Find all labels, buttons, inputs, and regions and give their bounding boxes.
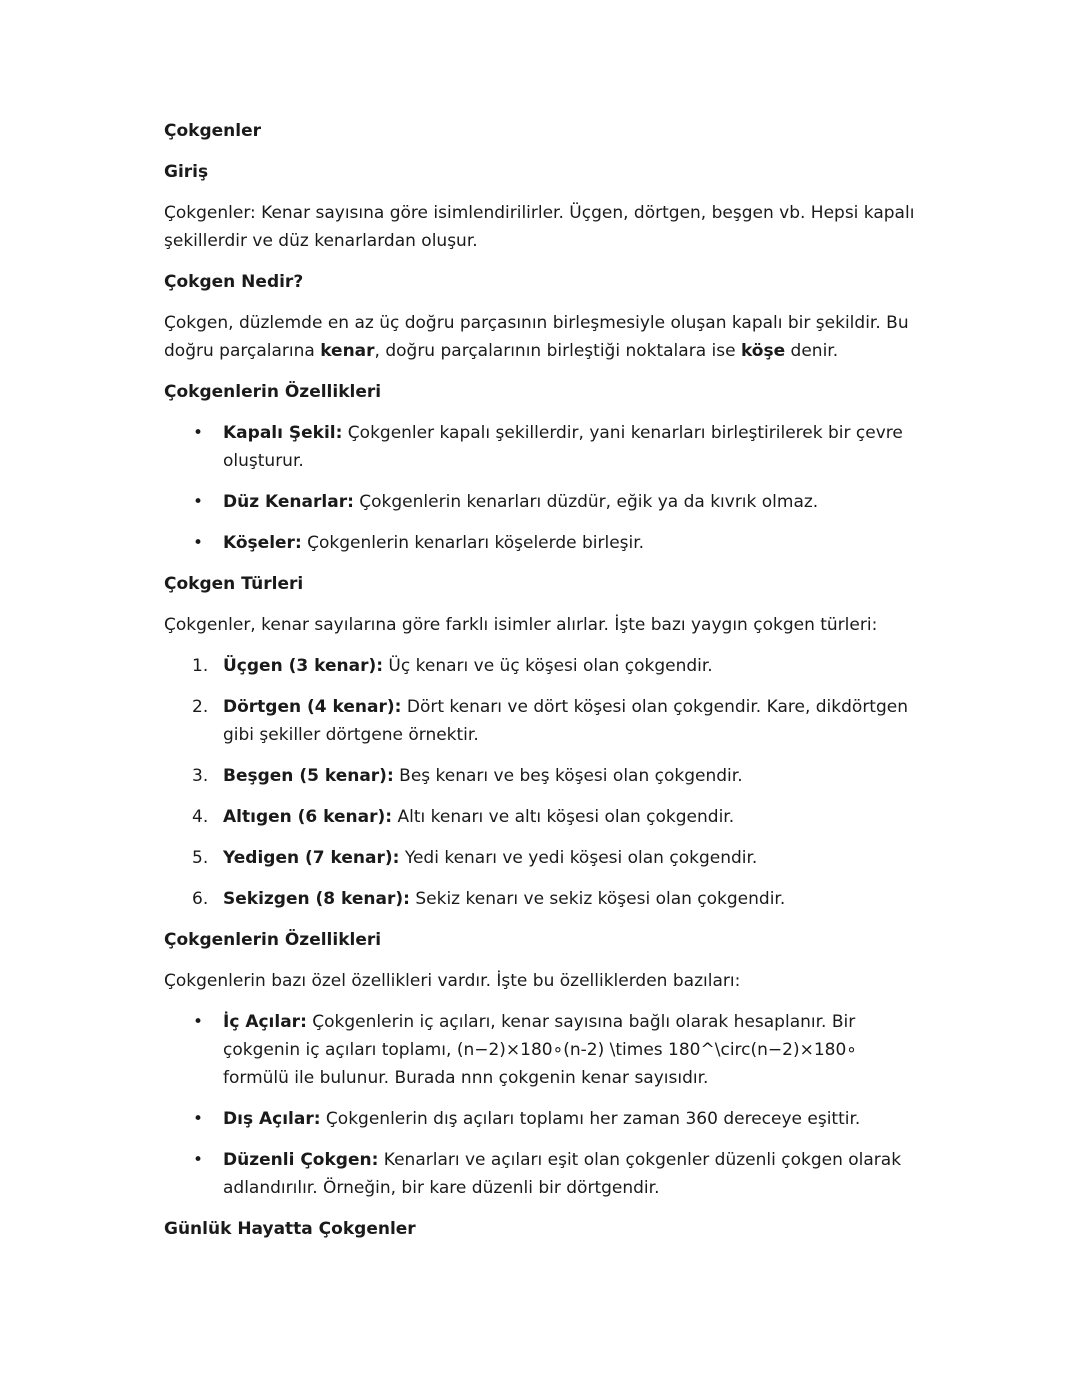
list-item-text: Yedi kenarı ve yedi köşesi olan çokgendir. [399, 848, 758, 868]
list-item-text: Dört kenarı ve dört köşesi olan çokgendir. Kare, dikdörtgen gibi şekiller dörtgene örnektir. [223, 697, 908, 745]
bullet-icon: • [193, 1012, 204, 1032]
bullet-icon: • [193, 533, 204, 553]
list-item [193, 488, 920, 516]
list-item [192, 844, 920, 872]
bullet-icon: • [193, 1150, 204, 1170]
list-number: 4. [192, 807, 209, 827]
intro-paragraph: Çokgenler: Kenar sayısına göre isimlendirilirler. Üçgen, dörtgen, beşgen vb. Hepsi kapalı şekillerdir ve düz kenarlardan oluşur. [164, 203, 915, 251]
list-item [193, 1008, 920, 1092]
list-item [192, 693, 920, 749]
list-item-term: İç Açılar: [223, 1012, 307, 1032]
list-item-term: Kapalı Şekil: [223, 423, 343, 443]
list-item [192, 762, 920, 790]
list-item-term: Sekizgen (8 kenar): [223, 889, 410, 909]
list-item [193, 529, 920, 557]
types-heading: Çokgen Türleri [164, 574, 304, 594]
types-list [164, 652, 920, 913]
list-item-text: Çokgenlerin kenarları köşelerde birleşir. [301, 533, 645, 553]
definition-paragraph [164, 309, 920, 365]
list-item-text: Beş kenarı ve beş köşesi olan çokgendir. [393, 766, 743, 786]
features-list [164, 419, 920, 557]
features-heading: Çokgenlerin Özellikleri [164, 382, 382, 402]
list-item [192, 652, 920, 680]
definition-text-c: denir. [785, 341, 839, 361]
list-item-text: Çokgenlerin kenarları düzdür, eğik ya da kıvrık olmaz. [353, 492, 819, 512]
list-item-term: Yedigen (7 kenar): [223, 848, 400, 868]
list-number: 1. [192, 656, 209, 676]
properties-heading: Çokgenlerin Özellikleri [164, 930, 382, 950]
list-item-term: Altıgen (6 kenar): [223, 807, 393, 827]
list-item [193, 419, 920, 475]
list-item-text: Çokgenlerin dış açıları toplamı her zaman 360 dereceye eşittir. [320, 1109, 861, 1129]
list-number: 5. [192, 848, 209, 868]
intro-heading: Giriş [164, 162, 209, 182]
list-item-text: Kenarları ve açıları eşit olan çokgenler düzenli çokgen olarak adlandırılır. Örneğin, bir kare düzenli bir dörtgendir. [223, 1150, 902, 1198]
list-item-term: Dörtgen (4 kenar): [223, 697, 402, 717]
list-item [193, 1105, 920, 1133]
definition-text-b: , doğru parçalarının birleştiği noktalara ise [374, 341, 741, 361]
list-item-term: Dış Açılar: [223, 1109, 321, 1129]
bullet-icon: • [193, 1109, 204, 1129]
list-item-term: Düz Kenarlar: [223, 492, 354, 512]
list-item-text: Çokgenlerin iç açıları, kenar sayısına bağlı olarak hesaplanır. Bir çokgenin iç açıları toplamı, (n−2)×180∘(n-2) \times 180^\circ(n−2)×180∘ formülü ile bulunur. Burada nnn çokgenin kenar sayısıdır. [223, 1012, 857, 1088]
list-number: 6. [192, 889, 209, 909]
bullet-icon: • [193, 423, 204, 443]
list-item-term: Köşeler: [223, 533, 302, 553]
list-item-text: Altı kenarı ve altı köşesi olan çokgendir. [392, 807, 735, 827]
types-intro: Çokgenler, kenar sayılarına göre farklı isimler alırlar. İşte bazı yaygın çokgen türleri: [164, 615, 878, 635]
list-item-term: Düzenli Çokgen: [223, 1150, 379, 1170]
daily-heading: Günlük Hayatta Çokgenler [164, 1219, 416, 1239]
properties-intro: Çokgenlerin bazı özel özellikleri vardır. İşte bu özelliklerden bazıları: [164, 971, 741, 991]
list-number: 3. [192, 766, 209, 786]
definition-bold-kose: köşe [740, 341, 786, 361]
definition-text-a: Çokgen, düzlemde en az üç doğru parçasının birleşmesiyle oluşan kapalı bir şekildir. Bu doğru parçalarına [164, 313, 909, 361]
list-item [192, 885, 920, 913]
list-number: 2. [192, 697, 209, 717]
list-item [192, 803, 920, 831]
bullet-icon: • [193, 492, 204, 512]
list-item-text: Sekiz kenarı ve sekiz köşesi olan çokgendir. [409, 889, 786, 909]
document-title: Çokgenler [164, 121, 262, 141]
list-item-text: Çokgenler kapalı şekillerdir, yani kenarları birleştirilerek bir çevre oluşturur. [223, 423, 903, 471]
list-item-term: Üçgen (3 kenar): [223, 656, 384, 676]
properties-list [164, 1008, 920, 1202]
list-item [193, 1146, 920, 1202]
definition-heading: Çokgen Nedir? [164, 272, 304, 292]
definition-bold-kenar: kenar [320, 341, 375, 361]
list-item-term: Beşgen (5 kenar): [223, 766, 394, 786]
list-item-text: Üç kenarı ve üç köşesi olan çokgendir. [383, 656, 713, 676]
